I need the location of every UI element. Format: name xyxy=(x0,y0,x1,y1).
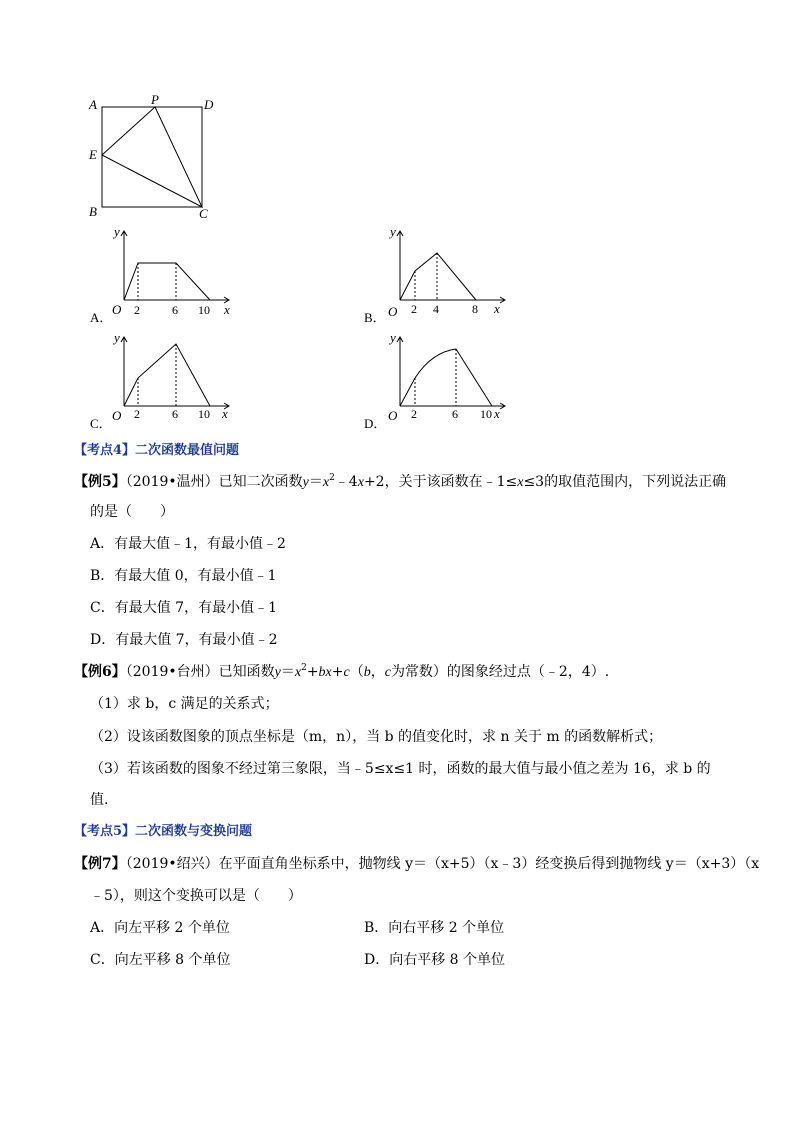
example7-choice-b: B．向右平移 2 个单位 xyxy=(364,920,505,936)
origin-label: O xyxy=(112,408,122,423)
square-figure xyxy=(85,92,225,224)
var: bx xyxy=(318,665,332,680)
example5-question xyxy=(74,472,726,493)
tick-label: 8 xyxy=(472,302,478,316)
example5-tag: 【例5】 xyxy=(74,474,126,490)
tick-label: 6 xyxy=(172,303,178,317)
label-c: C xyxy=(199,206,208,221)
text: + xyxy=(331,664,344,680)
example6-question xyxy=(74,662,609,683)
var: c xyxy=(384,665,391,680)
origin-label: O xyxy=(388,408,398,423)
option-c-label: C． xyxy=(90,416,112,431)
origin-label: O xyxy=(112,302,122,317)
var: x xyxy=(322,475,330,490)
var: c xyxy=(343,665,350,680)
example7-question xyxy=(74,854,759,874)
label-a: A xyxy=(89,97,97,112)
example5-choice-c: C．有最大值 7，有最小值﹣1 xyxy=(90,600,277,616)
tick-label: 6 xyxy=(452,407,458,421)
text: 已知函数 xyxy=(218,664,275,680)
example7-choice-c: C．向左平移 8 个单位 xyxy=(90,952,231,968)
example6-sub3: （3）若该函数的图象不经过第三象限，当﹣5≤x≤1 时，函数的最大值与最小值之差为 16，求 b 的 xyxy=(90,761,711,777)
text: +2，关于该函数在﹣1≤ xyxy=(363,474,518,490)
label-b: B xyxy=(89,204,97,219)
text: ﹣4 xyxy=(334,474,358,490)
text: 已知二次函数 xyxy=(218,474,303,490)
example5-choice-d: D．有最大值 7，有最小值﹣2 xyxy=(90,632,278,648)
tick-label: 10 xyxy=(198,407,210,421)
example6-tag: 【例6】 xyxy=(74,664,126,680)
example6-sub3-line2: 值. xyxy=(90,792,109,808)
kaodian5-title: 【考点5】二次函数与变换问题 xyxy=(74,824,253,839)
option-b-label: B． xyxy=(364,310,386,325)
exponent: 2 xyxy=(301,663,307,673)
var: x xyxy=(294,665,302,680)
example7-choice-a: A．向左平移 2 个单位 xyxy=(90,920,230,936)
var: b xyxy=(363,665,371,680)
tick-label: 4 xyxy=(433,302,439,316)
example6-source: （2019•台州） xyxy=(125,664,219,680)
y-axis-label: y xyxy=(390,224,396,239)
text: ， xyxy=(370,664,385,680)
origin-label: O xyxy=(388,304,398,319)
y-axis-label: y xyxy=(114,330,120,345)
label-e: E xyxy=(89,147,97,162)
example7-source: （2019•绍兴） xyxy=(125,856,219,872)
option-a-graph xyxy=(108,224,238,320)
x-axis-label: x xyxy=(222,406,228,421)
tick-label: 6 xyxy=(172,407,178,421)
example5-source: （2019•温州） xyxy=(125,474,219,490)
example7-choice-d: D．向右平移 8 个单位 xyxy=(364,952,506,968)
y-axis-label: y xyxy=(114,224,120,239)
example5-question-line2: 的是（ ） xyxy=(90,504,174,520)
text: ＝ xyxy=(308,474,323,490)
tick-label: 10 xyxy=(480,407,492,421)
x-axis-label: x xyxy=(494,301,500,316)
var: x xyxy=(517,475,524,490)
example6-sub1: （1）求 b，c 满足的关系式； xyxy=(90,696,279,712)
example7-question-line2: ﹣5），则这个变换可以是（ ） xyxy=(90,888,302,904)
var: y xyxy=(302,475,309,490)
tick-label: 10 xyxy=(198,303,210,317)
text: 为常数）的图象经过点（﹣2，4）. xyxy=(390,664,610,680)
option-d-label: D． xyxy=(364,416,387,431)
option-d-graph xyxy=(384,330,514,426)
text: （ xyxy=(349,664,364,680)
var: x xyxy=(357,475,364,490)
example5-choice-a: A．有最大值﹣1，有最小值﹣2 xyxy=(90,536,286,552)
tick-label: 2 xyxy=(134,407,140,421)
option-c-graph xyxy=(108,330,238,426)
text: + xyxy=(306,664,319,680)
text: ＝ xyxy=(280,664,295,680)
example7-tag: 【例7】 xyxy=(74,856,126,872)
label-d: D xyxy=(204,97,214,112)
example5-choice-b: B．有最大值 0，有最小值﹣1 xyxy=(90,568,277,584)
tick-label: 2 xyxy=(134,303,140,317)
y-axis-label: y xyxy=(390,330,396,345)
example6-sub2: （2）设该函数图象的顶点坐标是（m，n），当 b 的值变化时，求 n 关于 m 的函数解析式； xyxy=(90,729,663,745)
exponent: 2 xyxy=(329,473,335,483)
tick-label: 2 xyxy=(411,407,417,421)
option-b-graph xyxy=(384,224,514,320)
label-p: P xyxy=(151,92,159,107)
text: ≤3的取值范围内，下列说法正确 xyxy=(523,474,727,490)
var: y xyxy=(274,665,281,680)
tick-label: 2 xyxy=(411,302,417,316)
kaodian4-title: 【考点4】二次函数最值问题 xyxy=(74,443,240,458)
example7-text: 在平面直角坐标系中，抛物线 y＝（x+5）（x﹣3）经变换后得到抛物线 y＝（x+3）（x xyxy=(218,856,760,872)
option-a-label: A． xyxy=(90,310,113,325)
x-axis-label: x xyxy=(224,302,230,317)
x-axis-label: x xyxy=(494,406,500,421)
